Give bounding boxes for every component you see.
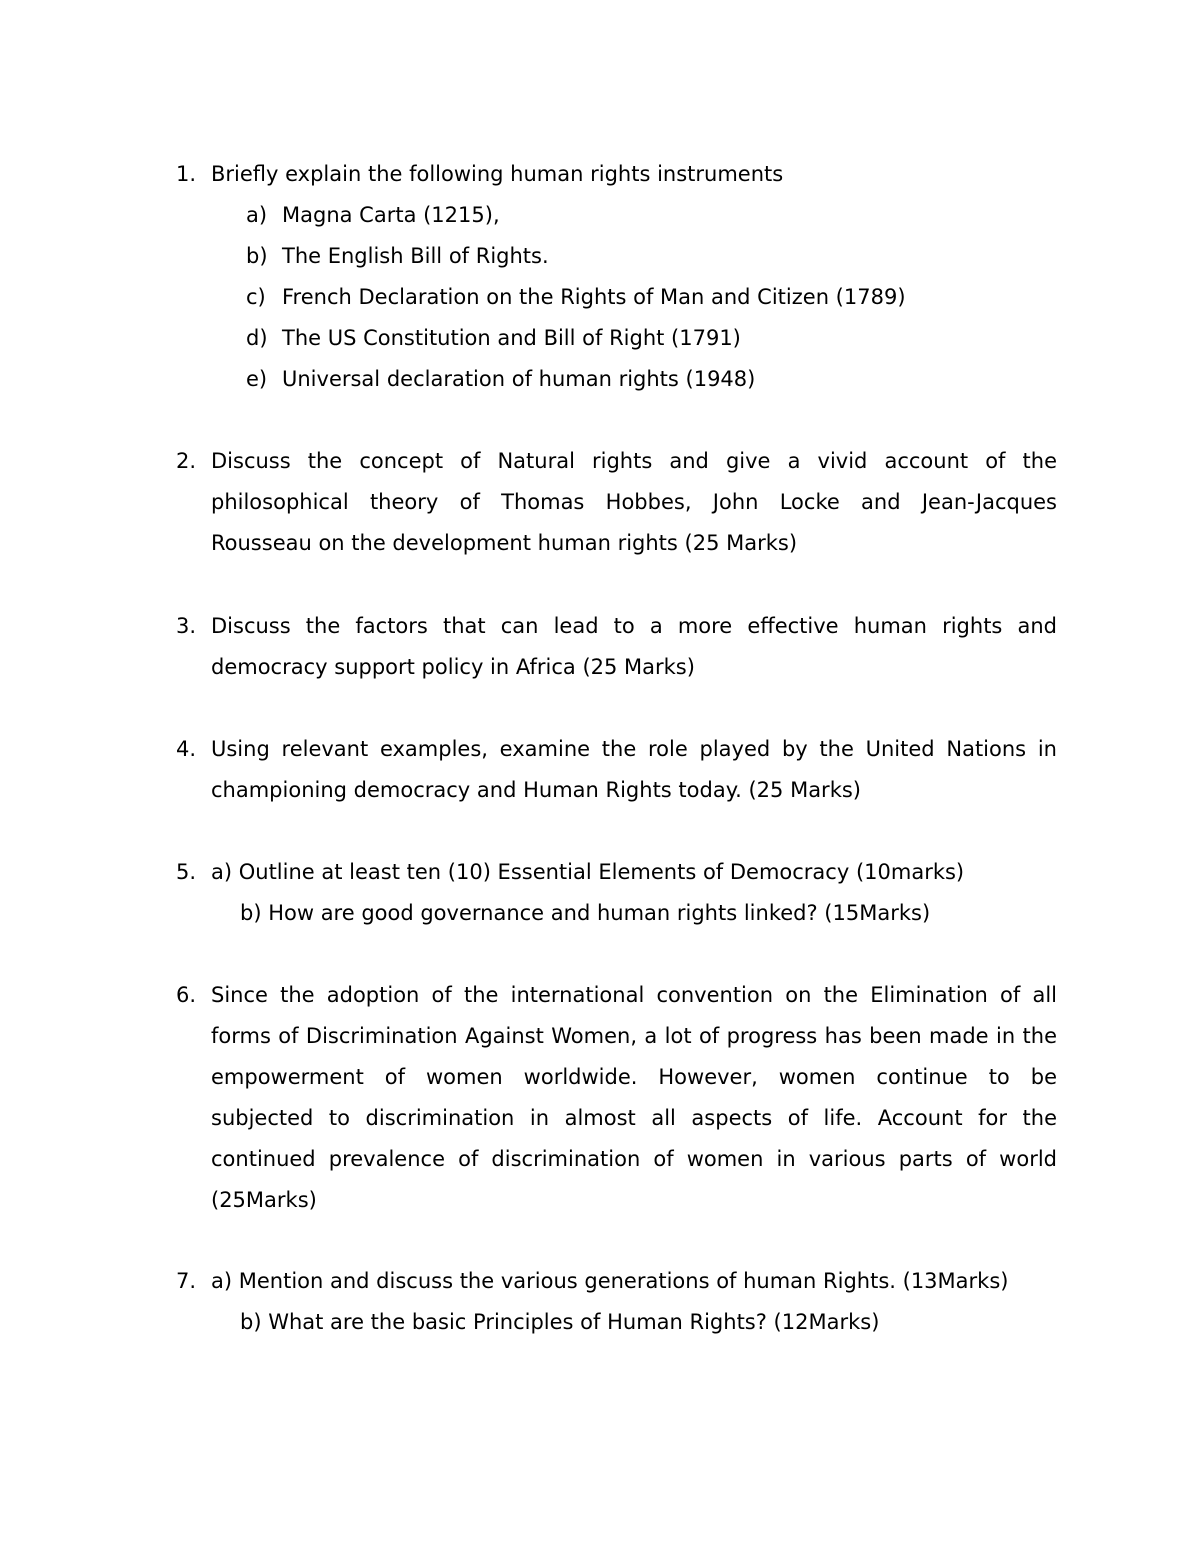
list-item-text: French Declaration on the Rights of Man and Citizen (1789) (282, 285, 906, 309)
list-item-text: The English Bill of Rights. (282, 244, 549, 268)
question-part-b: b) How are good governance and human rights linked? (15Marks) (240, 901, 931, 925)
question-part-a: a) Outline at least ten (10) Essential Elements of Democracy (10marks) (211, 860, 965, 884)
list-marker: b) (246, 244, 268, 268)
question-number: 5. (176, 860, 197, 884)
question-number: 7. (176, 1269, 197, 1293)
question-line: (25Marks) (211, 1188, 317, 1212)
question-line: philosophical theory of Thomas Hobbes, John Locke and Jean-Jacques (211, 490, 1057, 514)
list-marker: e) (246, 367, 268, 391)
question-line: forms of Discrimination Against Women, a lot of progress has been made in the (211, 1024, 1057, 1048)
question-part-a: a) Mention and discuss the various generations of human Rights. (13Marks) (211, 1269, 1009, 1293)
question-line: Discuss the factors that can lead to a more effective human rights and (211, 614, 1057, 638)
question-text: Briefly explain the following human rights instruments (211, 162, 784, 186)
list-item-text: The US Constitution and Bill of Right (1791) (282, 326, 741, 350)
list-marker: d) (246, 326, 268, 350)
list-marker: a) (246, 203, 268, 227)
question-line: championing democracy and Human Rights today. (25 Marks) (211, 778, 861, 802)
list-item-text: Universal declaration of human rights (1948) (282, 367, 756, 391)
question-line: democracy support policy in Africa (25 Marks) (211, 655, 695, 679)
question-number: 3. (176, 614, 197, 638)
list-marker: c) (246, 285, 266, 309)
question-number: 6. (176, 983, 197, 1007)
question-line: Discuss the concept of Natural rights and give a vivid account of the (211, 449, 1057, 473)
question-line: continued prevalence of discrimination of women in various parts of world (211, 1147, 1057, 1171)
question-line: Using relevant examples, examine the role played by the United Nations in (211, 737, 1057, 761)
question-line: Since the adoption of the international convention on the Elimination of all (211, 983, 1057, 1007)
question-number: 2. (176, 449, 197, 473)
question-line: empowerment of women worldwide. However, women continue to be (211, 1065, 1057, 1089)
question-line: Rousseau on the development human rights (25 Marks) (211, 531, 798, 555)
question-part-b: b) What are the basic Principles of Human Rights? (12Marks) (240, 1310, 880, 1334)
question-number: 1. (176, 162, 197, 186)
list-item-text: Magna Carta (1215), (282, 203, 500, 227)
question-line: subjected to discrimination in almost all aspects of life. Account for the (211, 1106, 1057, 1130)
question-number: 4. (176, 737, 197, 761)
